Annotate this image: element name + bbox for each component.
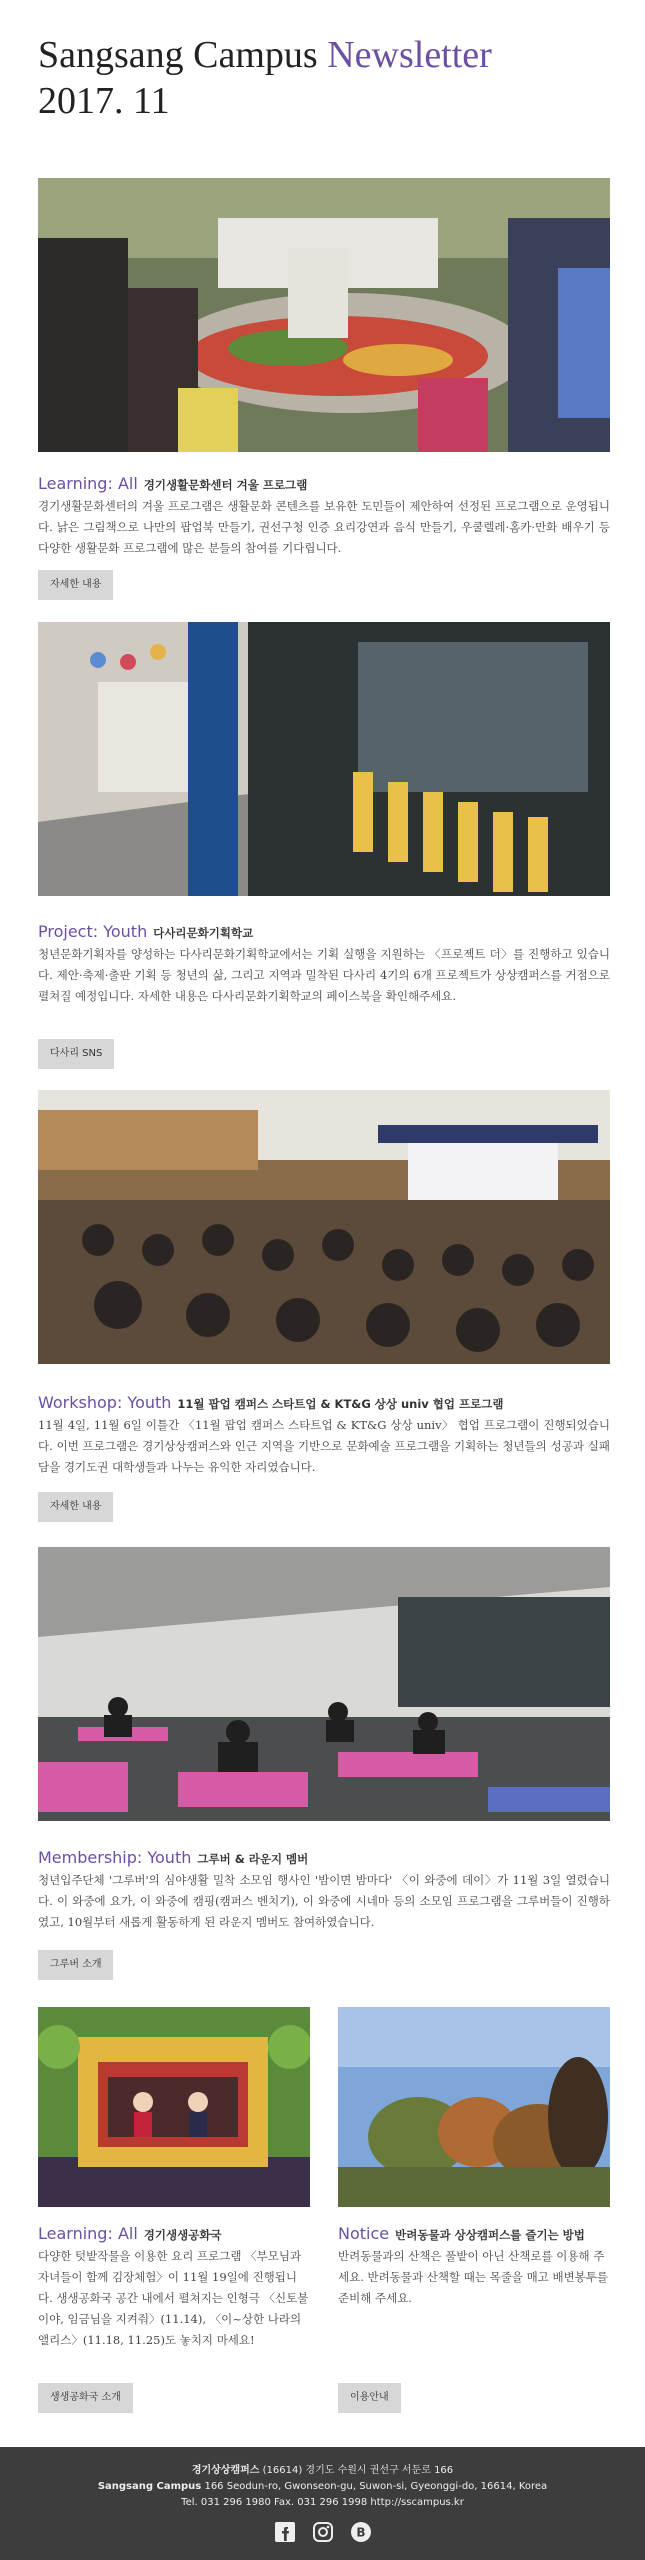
section-3-category: Workshop: Youth [38, 1393, 172, 1412]
bottom-right-category: Notice [338, 2224, 390, 2243]
newsletter-title-main: Sangsang Campus [38, 34, 318, 76]
photo-autumn-trees [338, 2007, 610, 2207]
footer-contact: Tel. 031 296 1980 Fax. 031 296 1998 http://sscampus.kr [181, 2497, 464, 2508]
section-4-body: 청년입주단체 '그루버'의 심야생활 밀착 소모임 행사인 '밤이면 밤마다' 〈이 와중에 데이〉가 11월 3일 열렸습니다. 이 와중에 요가, 이 와중에 캠핑(캠퍼스 벤치기), 이 와중에 시네마 등의 소모임 프로그램을 그루버들이 진행하였고, 10월부터 새롭게 활동하게 된 라운지 멤버도 참여하였습니다. [38, 1873, 610, 1929]
footer [0, 2447, 645, 2560]
photo-yoga-gym [38, 1547, 610, 1821]
footer-address-en [0, 2479, 645, 2495]
section-3-subtitle: 11월 팝업 캠퍼스 스타트업 & KT&G 상상 univ 협업 프로그램 [177, 1397, 504, 1411]
bottom-right-body: 반려동물과의 산책은 풀밭이 아닌 산책로를 이용해 주세요. 반려동물과 산책할 때는 목줄을 매고 배변봉투를 준비해 주세요. [338, 2249, 608, 2305]
section-3-body: 11월 4일, 11월 6일 이틀간 〈11월 팝업 캠퍼스 스타트업 & KT&G 상상 univ〉 협업 프로그램이 진행되었습니다. 이번 프로그램은 경기상상캠퍼스와 인근 지역을 기반으로 문화예술 프로그램을 기획하는 청년들의 성공과 실패담을 경기도권 대학생들과 나누는 유익한 자리였습니다. [38, 1418, 610, 1474]
photo-kimchi-cooking [38, 178, 610, 452]
section-1-body: 경기생활문화센터의 겨울 프로그램은 생활문화 콘텐츠를 보유한 도민들이 제안하여 선정된 프로그램으로 운영됩니다. 낡은 그림책으로 나만의 팝업북 만들기, 권선구청 인증 요리강연과 음식 만들기, 우쿨렐레·홈카·만화 배우기 등 다양한 생활문화 프로그램에 많은 분들의 참여를 기다립니다. [38, 499, 610, 555]
bottom-left-subtitle: 경기생생공화국 [143, 2228, 222, 2242]
section-1-button[interactable]: 자세한 내용 [38, 570, 113, 600]
section-1-category: Learning: All [38, 474, 138, 493]
bottom-right-title [338, 2224, 610, 2243]
svg-text:B: B [355, 2525, 366, 2540]
bottom-left-title [38, 2224, 310, 2243]
section-4-button[interactable]: 그루버 소개 [38, 1950, 113, 1980]
section-1-title [38, 474, 610, 493]
section-2-subtitle: 다사리문화기획학교 [153, 926, 254, 940]
bottom-left-category: Learning: All [38, 2224, 138, 2243]
footer-addr-en: 166 Seodun-ro, Gwonseon-gu, Suwon-si, Gyeonggi-do, 16614, Korea [204, 2481, 548, 2492]
section-4-subtitle: 그루버 & 라운지 멤버 [197, 1852, 309, 1866]
newsletter-title-accent: Newsletter [327, 34, 492, 76]
bottom-left-body: 다양한 텃밭작물을 이용한 요리 프로그램 〈부모님과 자녀들이 함께 김장체험〉이 11월 19일에 진행됩니다. 생생공화국 공간 내에서 펼쳐지는 인형극 〈신토불이야, 임금님을 지켜줘〉(11.14), 〈이~상한 나라의 앨리스〉(11.18, 11.25)도 놓치지 마세요! [38, 2249, 309, 2347]
footer-name-ko: 경기상상캠퍼스 [191, 2465, 260, 2476]
instagram-icon[interactable] [312, 2521, 334, 2543]
photo-puppet-show [38, 2007, 310, 2207]
blog-icon[interactable] [350, 2521, 372, 2543]
footer-addr-ko: (16614) 경기도 수원시 권선구 서둔로 166 [262, 2465, 454, 2476]
masthead [38, 32, 610, 124]
section-3-title [38, 1393, 610, 1412]
issue-date: 2017. 11 [38, 80, 170, 122]
photo-lecture-hall [38, 1090, 610, 1364]
bottom-left-button[interactable]: 생생공화국 소개 [38, 2383, 133, 2413]
newsletter-title [38, 32, 610, 78]
section-4-category: Membership: Youth [38, 1848, 192, 1867]
footer-social [0, 2521, 645, 2543]
section-4-title [38, 1848, 610, 1867]
footer-name-en: Sangsang Campus [97, 2481, 202, 2492]
footer-address-ko [0, 2463, 645, 2479]
bottom-right-button[interactable]: 이용안내 [338, 2383, 401, 2413]
section-2-body: 청년문화기획자를 양성하는 다사리문화기획학교에서는 기획 실행을 지원하는 〈프로젝트 더〉를 진행하고 있습니다. 제안·축제·출판 기획 등 청년의 삶, 그리고 지역과 밀착된 다사리 4기의 6개 프로젝트가 상상캠퍼스를 거점으로 펼쳐질 예정입니다. 자세한 내용은 다사리문화기획학교의 페이스북을 확인해주세요. [38, 947, 610, 1003]
section-1-subtitle: 경기생활문화센터 겨울 프로그램 [143, 478, 308, 492]
photo-corridor [38, 622, 610, 896]
section-2-button[interactable]: 다사리 SNS [38, 1039, 114, 1069]
bottom-right-subtitle: 반려동물과 상상캠퍼스를 즐기는 방법 [395, 2228, 585, 2242]
facebook-icon[interactable] [274, 2521, 296, 2543]
section-2-title [38, 922, 610, 941]
section-3-button[interactable]: 자세한 내용 [38, 1492, 113, 1522]
section-2-category: Project: Youth [38, 922, 148, 941]
